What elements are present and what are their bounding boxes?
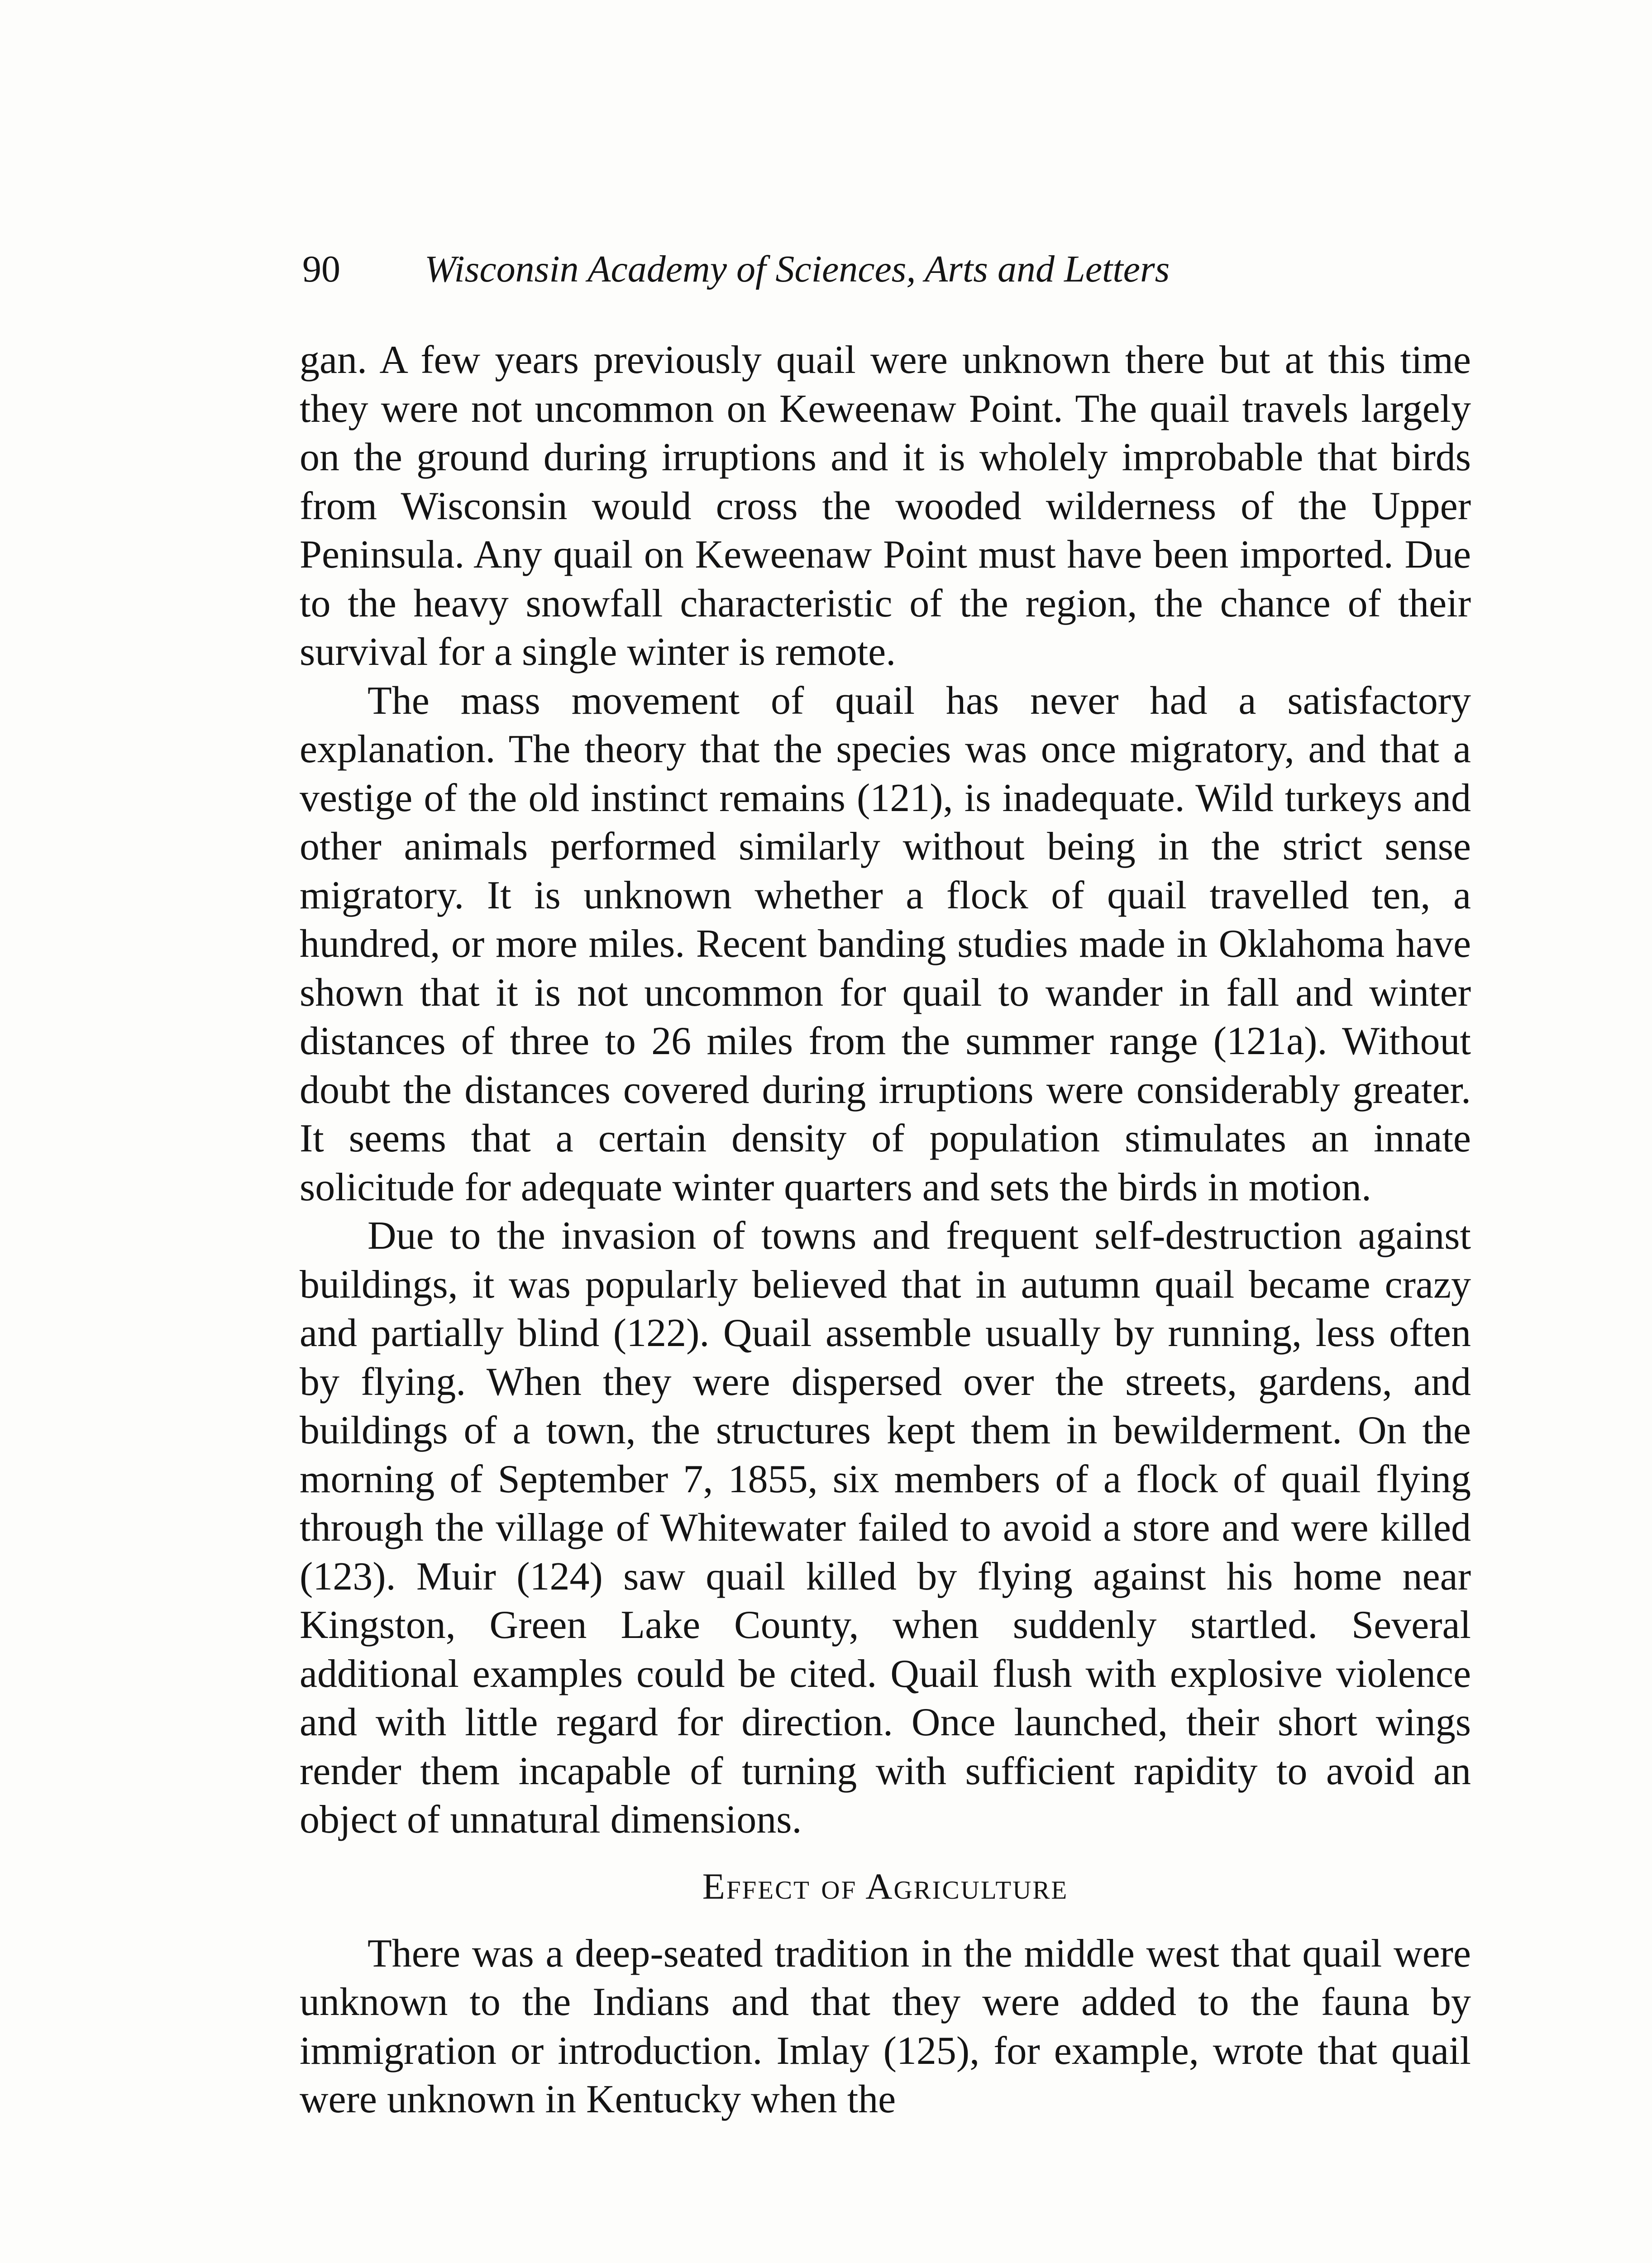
paragraph-mass-movement: The mass movement of quail has never had a satisfactory explanation. The theory that the species was once migratory, and that a vestige of the old instinct remains (121), is inadequate. Wild turkeys and other animals performed similarly without being in the strict sense migratory. It is unknown whether a flock of quail travelled ten, a hundred, or more miles. Recent banding studies made in Oklahoma have shown that it is not uncommon for quail to wander in fall and winter distances of three to 26 miles from the summer range (121a). Without doubt the distances covered during irruptions were considerably greater. It seems that a certain density of population stimulates an innate solicitude for adequate winter quarters and sets the birds in motion.	[300, 678, 1471, 1209]
journal-title: Wisconsin Academy of Sciences, Arts and Letters	[425, 248, 1170, 290]
paragraph-tradition: There was a deep-seated tradition in the middle west that quail were unknown to the Indians and that they were added to the fauna by immigration or introduction. Imlay (125), for example, wrote that quail were unknown in Kentucky when the	[300, 1931, 1471, 2121]
paragraph-continued: gan. A few years previously quail were unknown there but at this time they were not uncommon on Keweenaw Point. The quail travels largely on the ground during irruptions and it is wholely improbable that birds from Wisconsin would cross the wooded wilderness of the Upper Peninsula. Any quail on Keweenaw Point must have been imported. Due to the heavy snowfall characteristic of the region, the chance of their survival for a single winter is remote.	[300, 338, 1471, 674]
section-heading: Effect of Agriculture	[702, 1865, 1069, 1907]
running-head	[302, 242, 1479, 296]
paragraph-invasion-of-towns: Due to the invasion of towns and frequent self-destruction against buildings, it was popularly believed that in autumn quail became crazy and partially blind (122). Quail assemble usually by running, less often by flying. When they were dispersed over the streets, gardens, and buildings of a town, the structures kept them in bewilderment. On the morning of September 7, 1855, six members of a flock of quail flying through the village of Whitewater failed to avoid a store and were killed (123). Muir (124) saw quail killed by flying against his home near Kingston, Green Lake County, when suddenly startled. Several additional examples could be cited. Quail flush with explosive violence and with little regard for direction. Once launched, their short wings render them incapable of turning with sufficient rapidity to avoid an object of unnatural dimensions.	[300, 1214, 1471, 1842]
body-text	[300, 336, 1471, 2124]
page-number: 90	[302, 248, 340, 290]
